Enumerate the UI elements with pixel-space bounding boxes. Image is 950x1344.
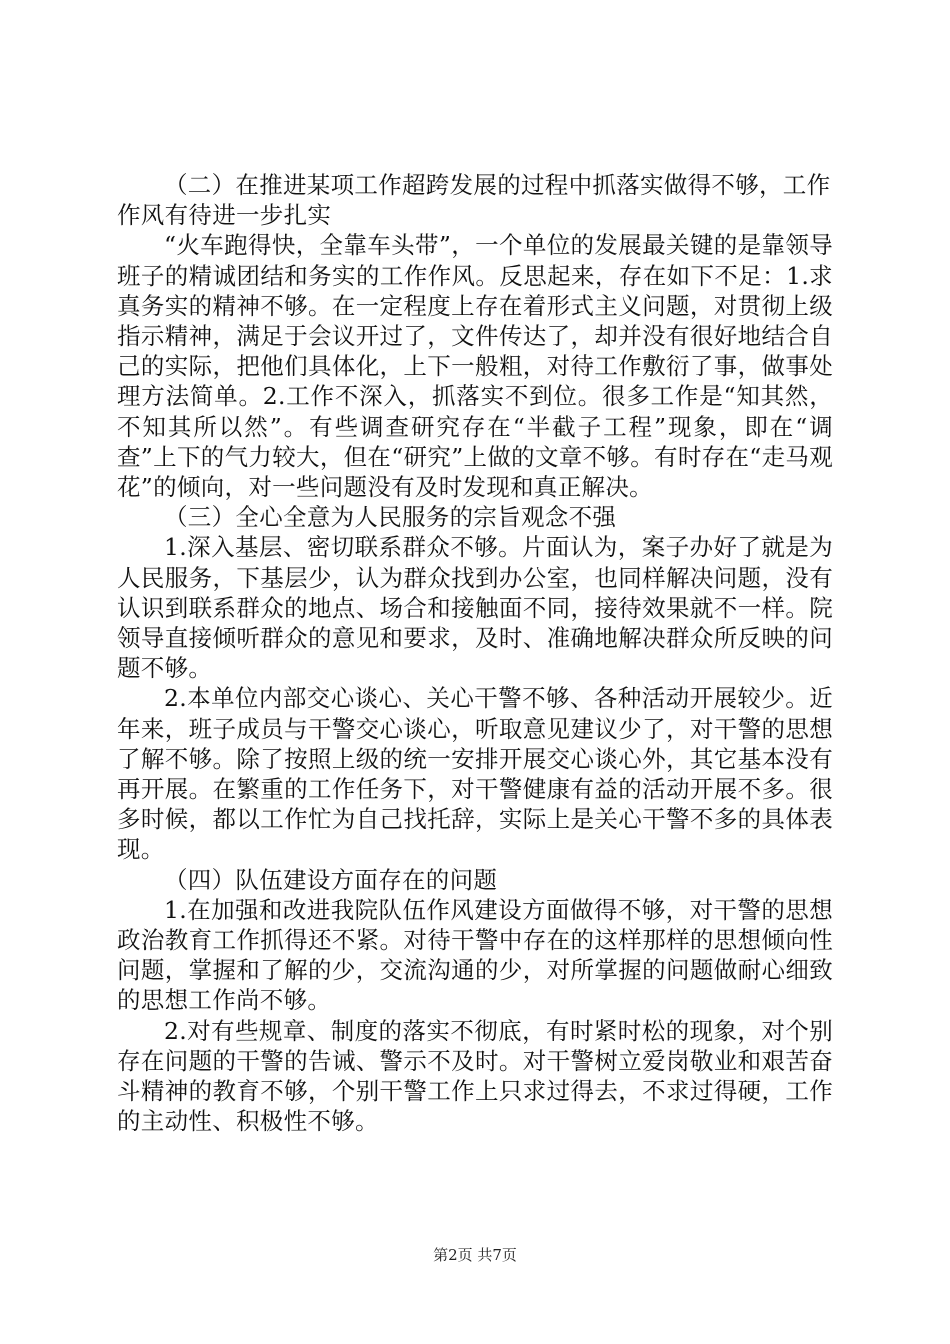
section-heading-4: （四）队伍建设方面存在的问题 bbox=[164, 865, 498, 894]
page-number-footer: 第2页 共7页 bbox=[433, 1246, 517, 1264]
document-body bbox=[117, 170, 833, 1137]
section-heading-3: （三）全心全意为人民服务的宗旨观念不强 bbox=[164, 503, 617, 532]
body-paragraph: 1.深入基层、密切联系群众不够。片面认为，案子办好了就是为人民服务，下基层少，认为群众找到办公室，也同样解决问题，没有认识到联系群众的地点、场合和接触面不同，接待效果就不一样。院领导直接倾听群众的意见和要求，及时、准确地解决群众所反映的问题不够。 bbox=[117, 533, 833, 683]
section-heading-2: （二）在推进某项工作超跨发展的过程中抓落实做得不够，工作作风有待进一步扎实 bbox=[117, 171, 831, 230]
body-paragraph: “火车跑得快，全靠车头带”，一个单位的发展最关键的是靠领导班子的精诚团结和务实的工作作风。反思起来，存在如下不足：1.求真务实的精神不够。在一定程度上存在着形式主义问题，对贯彻上级指示精神，满足于会议开过了，文件传达了，却并没有很好地结合自己的实际，把他们具体化，上下一般粗，对待工作敷衍了事，做事处理方法简单。2.工作不深入，抓落实不到位。很多工作是“知其然，不知其所以然”。有些调查研究存在“半截子工程”现象，即在“调查”上下的气力较大，但在“研究”上做的文章不够。有时存在“走马观花”的倾向，对一些问题没有及时发现和真正解决。 bbox=[117, 231, 833, 502]
body-paragraph: 2.对有些规章、制度的落实不彻底，有时紧时松的现象，对个别存在问题的干警的告诫、警示不及时。对干警树立爱岗敬业和艰苦奋斗精神的教育不够，个别干警工作上只求过得去，不求过得硬，工作的主动性、积极性不够。 bbox=[117, 1016, 833, 1136]
body-paragraph: 1.在加强和改进我院队伍作风建设方面做得不够，对干警的思想政治教育工作抓得还不紧。对待干警中存在的这样那样的思想倾向性问题，掌握和了解的少，交流沟通的少，对所掌握的问题做耐心细致的思想工作尚不够。 bbox=[117, 895, 833, 1015]
body-paragraph: 2.本单位内部交心谈心、关心干警不够、各种活动开展较少。近年来，班子成员与干警交心谈心，听取意见建议少了，对干警的思想了解不够。除了按照上级的统一安排开展交心谈心外，其它基本没有再开展。在繁重的工作任务下，对干警健康有益的活动开展不多。很多时候，都以工作忙为自己找托辞，实际上是关心干警不多的具体表现。 bbox=[117, 684, 833, 864]
